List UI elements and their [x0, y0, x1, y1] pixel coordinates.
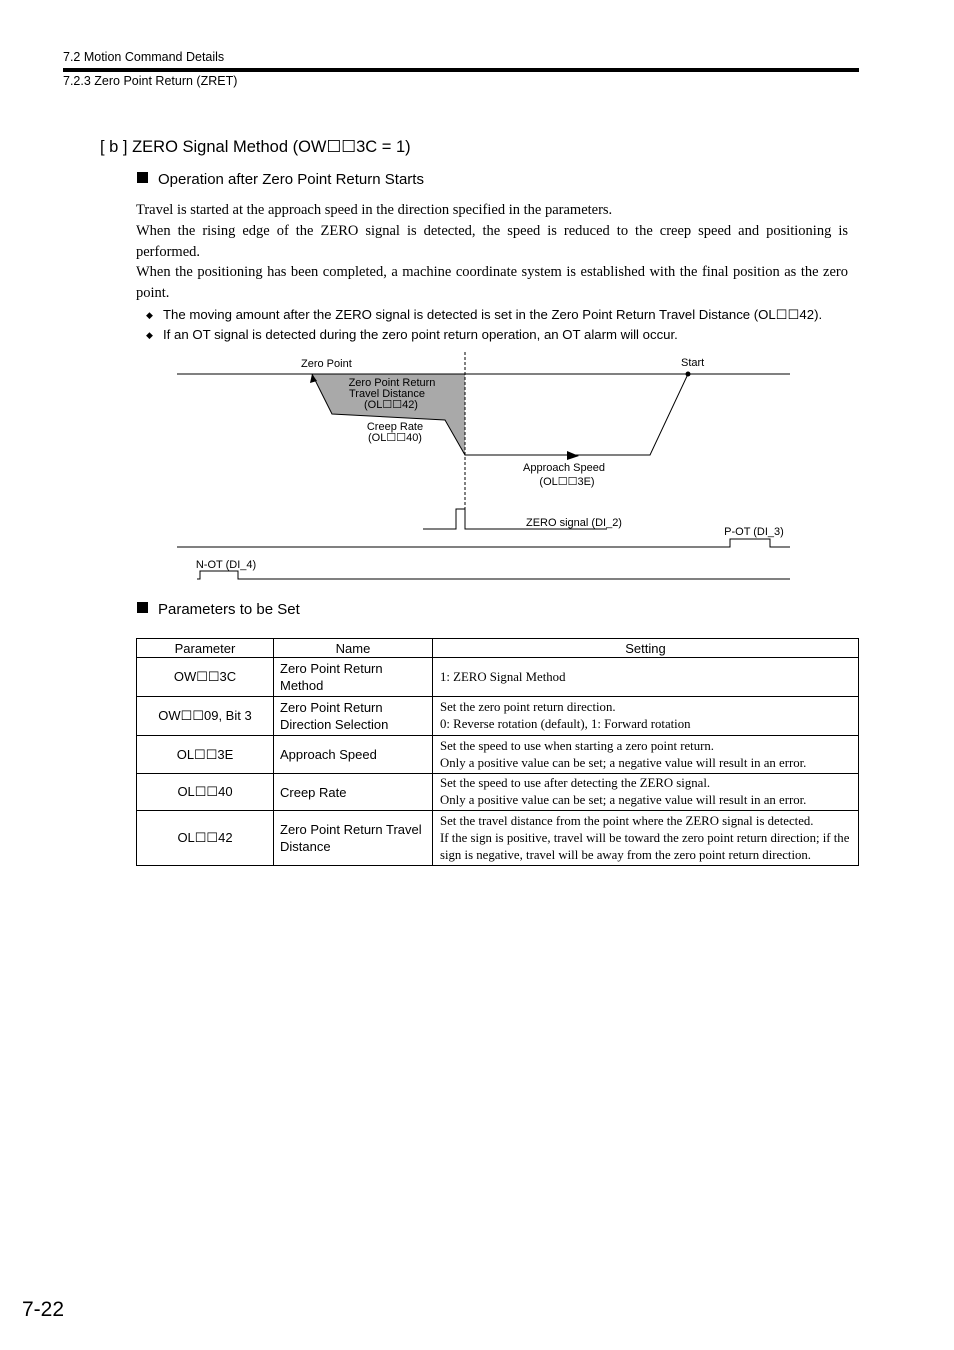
setting-line: Only a positive value can be set; a negative value will result in an error. — [440, 793, 807, 807]
travel-distance-label: (OL☐☐42) — [364, 399, 418, 411]
setting-line: Set the speed to use after detecting the ZERO signal. — [440, 776, 711, 790]
column-header: Parameter — [137, 639, 274, 658]
travel-distance-label: Travel Distance — [348, 388, 426, 400]
parameter-cell: OL☐☐3E — [137, 736, 274, 774]
column-header: Name — [274, 639, 433, 658]
creep-rate-label: Creep Rate — [366, 421, 424, 433]
setting-line: If the sign is positive, travel will be toward the zero point return direction; if the sign is negative, travel will be away from the zero point return direction. — [440, 830, 850, 862]
name-cell: Zero Point Return Method — [274, 658, 433, 697]
name-cell: Approach Speed — [274, 736, 433, 774]
header-subsection: 7.2.3 Zero Point Return (ZRET) — [63, 74, 238, 88]
params-heading-text: Parameters to be Set — [158, 601, 300, 618]
name-cell: Zero Point Return Direction Selection — [274, 697, 433, 736]
zero-point-label: Zero Point — [301, 358, 352, 370]
setting-line: Set the travel distance from the point where the ZERO signal is detected. — [440, 813, 814, 828]
setting-line: 0: Reverse rotation (default), 1: Forward rotation — [440, 717, 691, 731]
params-heading — [137, 601, 300, 618]
p-ot-waveform — [177, 539, 790, 547]
square-bullet-icon — [137, 602, 148, 613]
name-cell: Creep Rate — [274, 774, 433, 811]
paragraph: When the positioning has been completed, a machine coordinate system is established with the final position as the zero point. — [136, 264, 848, 302]
parameter-cell: OL☐☐40 — [137, 774, 274, 811]
approach-arrow-icon — [567, 451, 579, 460]
table-row — [137, 774, 859, 811]
bullet-text: The moving amount after the ZERO signal is detected is set in the Zero Point Return Travel Distance (OL☐☐42). — [163, 307, 823, 322]
section-title: [ b ] ZERO Signal Method (OW☐☐3C = 1) — [100, 138, 411, 156]
name-cell: Zero Point Return Travel Distance — [274, 811, 433, 866]
parameter-cell: OW☐☐3C — [137, 658, 274, 697]
setting-cell — [433, 736, 859, 774]
travel-distance-label: Zero Point Return — [348, 377, 436, 389]
table-row — [137, 697, 859, 736]
start-point-marker — [686, 372, 691, 377]
header-section: 7.2 Motion Command Details — [63, 50, 225, 64]
table-row — [137, 658, 859, 697]
paragraph: When the rising edge of the ZERO signal is detected, the speed is reduced to the creep speed and positioning is performed. — [136, 222, 848, 260]
table-header-row — [137, 639, 859, 658]
column-header: Setting — [433, 639, 859, 658]
n-ot-label: N-OT (DI_4) — [195, 559, 257, 571]
diamond-bullet-icon: ◆ — [146, 330, 153, 340]
bullet-text: If an OT signal is detected during the zero point return operation, an OT alarm will occur. — [163, 327, 678, 342]
setting-line: Set the speed to use when starting a zero point return. — [440, 738, 714, 753]
paragraph: Travel is started at the approach speed in the direction specified in the parameters. — [136, 202, 613, 218]
setting-line: Set the zero point return direction. — [440, 700, 616, 714]
setting-cell — [433, 697, 859, 736]
body-text — [136, 200, 848, 304]
n-ot-waveform — [197, 571, 790, 579]
header-rule — [63, 68, 859, 72]
bullet-item — [146, 325, 856, 345]
bullet-list — [146, 305, 856, 345]
parameters-table — [136, 638, 859, 866]
approach-speed-label: Approach Speed — [523, 462, 605, 474]
zero-signal-label: ZERO signal (DI_2) — [526, 517, 622, 529]
setting-line: Only a positive value can be set; a negative value will result in an error. — [440, 755, 807, 770]
approach-speed-label: (OL☐☐3E) — [539, 476, 595, 488]
square-bullet-icon — [137, 172, 148, 183]
setting-cell — [433, 658, 859, 697]
table-row — [137, 736, 859, 774]
operation-heading-text: Operation after Zero Point Return Starts — [158, 171, 424, 188]
zero-return-timing-diagram — [170, 350, 810, 586]
bullet-item — [146, 305, 856, 325]
setting-cell — [433, 811, 859, 866]
creep-rate-label: (OL☐☐40) — [368, 432, 422, 444]
page-number: 7-22 — [22, 1298, 65, 1321]
table-row — [137, 811, 859, 866]
setting-line: 1: ZERO Signal Method — [440, 669, 566, 684]
start-label: Start — [681, 357, 705, 369]
parameter-cell: OL☐☐42 — [137, 811, 274, 866]
setting-cell — [433, 774, 859, 811]
operation-heading — [137, 171, 424, 188]
parameter-cell: OW☐☐09, Bit 3 — [137, 697, 274, 736]
diamond-bullet-icon: ◆ — [146, 310, 153, 320]
p-ot-label: P-OT (DI_3) — [724, 526, 784, 538]
